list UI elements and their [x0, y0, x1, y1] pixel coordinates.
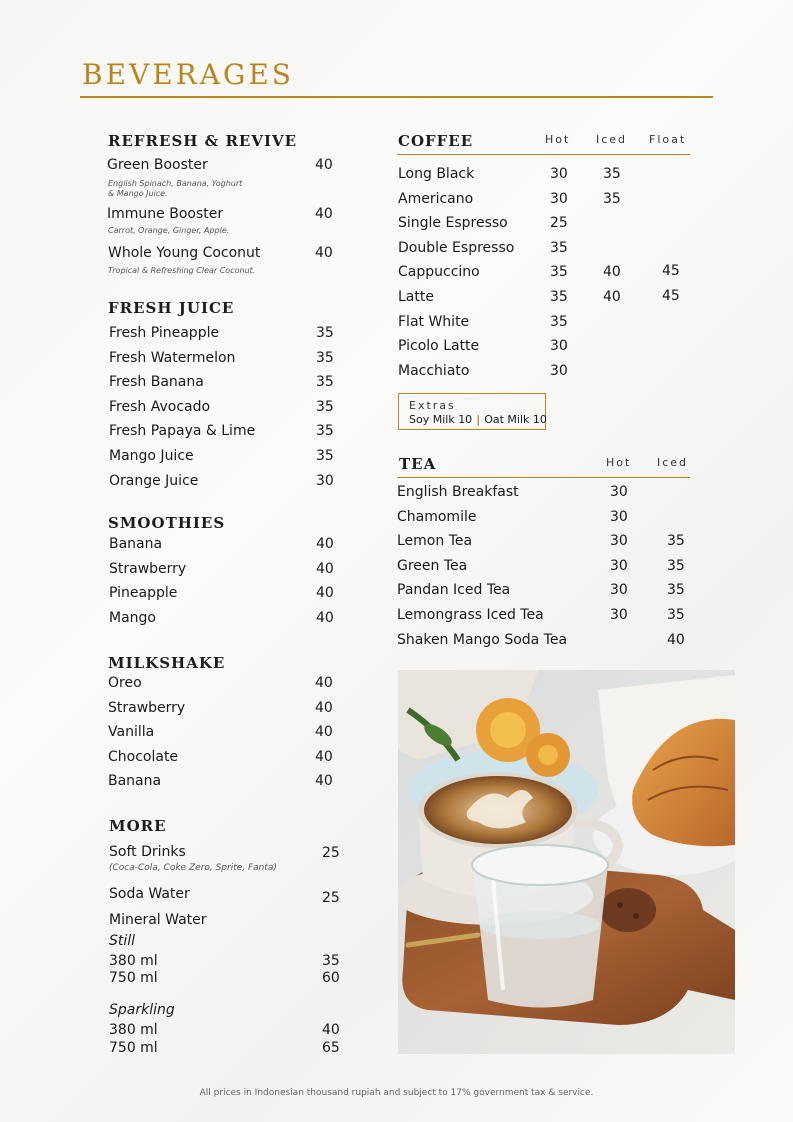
price-iced: 35 [603, 166, 621, 182]
menu-item-description: (Coca-Cola, Coke Zero, Sprite, Fanta) [109, 863, 277, 873]
price-iced: 35 [667, 582, 685, 599]
menu-item-name: Americano [398, 190, 474, 207]
menu-item-price: 40 [315, 724, 333, 741]
page-title: BEVERAGES [82, 58, 294, 91]
price-hot: 30 [550, 166, 568, 182]
menu-item-price: 35 [316, 423, 334, 440]
menu-item-name: Banana [108, 773, 162, 790]
menu-item-price: 25 [322, 845, 340, 861]
menu-item-name: Lemon Tea [397, 533, 473, 550]
menu-item-name: Fresh Papaya & Lime [109, 423, 256, 440]
menu-item-description: & Mango Juice. [108, 189, 168, 198]
price-disclaimer: All prices in Indonesian thousand rupiah and subject to 17% government tax & service. [199, 1088, 594, 1098]
column-header-iced: Iced [657, 456, 689, 469]
menu-item-name: Fresh Banana [109, 374, 204, 391]
section-heading-tea: TEA [399, 455, 437, 473]
price-hot: 30 [550, 362, 568, 379]
section-heading-more: MORE [109, 817, 167, 835]
menu-item-name: Immune Booster [107, 206, 224, 222]
menu-item-size: 380 ml [109, 953, 158, 969]
menu-item-price: 40 [315, 157, 333, 173]
price-iced: 40 [603, 264, 621, 281]
menu-item-name: Picolo Latte [398, 338, 480, 355]
menu-item-name: Strawberry [109, 560, 187, 577]
menu-item-name: Shaken Mango Soda Tea [397, 631, 568, 648]
menu-item-price: 40 [316, 609, 334, 626]
extras-options: Soy Milk 10 | Oat Milk 10 [409, 413, 547, 426]
menu-item-name: Fresh Pineapple [109, 325, 220, 341]
column-header-float: Float [649, 133, 687, 146]
menu-item-name: Vanilla [108, 724, 155, 741]
menu-item-name: Pandan Iced Tea [397, 582, 511, 599]
section-heading-coffee: COFFEE [398, 132, 474, 150]
menu-item-price: 35 [316, 398, 334, 415]
price-hot: 30 [610, 607, 628, 623]
price-hot: 30 [610, 557, 628, 574]
column-header-iced: Iced [596, 133, 628, 146]
menu-item-name: Cappuccino [398, 264, 480, 281]
menu-item-name: Double Espresso [398, 239, 515, 256]
menu-item-name: Soda Water [109, 886, 190, 902]
menu-item-name: Banana [109, 536, 163, 552]
menu-item-name: Green Booster [107, 157, 208, 173]
menu-item-name: Orange Juice [109, 472, 199, 489]
menu-item-price: 40 [315, 245, 333, 261]
price-hot: 30 [610, 484, 628, 500]
menu-item-price: 40 [315, 206, 333, 222]
menu-item-name: Fresh Watermelon [109, 349, 236, 366]
extras-box [398, 393, 546, 430]
section-heading-milkshake: MILKSHAKE [108, 654, 226, 672]
menu-item-price: 40 [322, 1022, 340, 1038]
price-hot: 35 [550, 264, 568, 281]
menu-item-name: Macchiato [398, 362, 470, 379]
menu-item-price: 35 [322, 953, 340, 969]
coffee-divider [397, 154, 690, 155]
price-hot: 30 [550, 338, 568, 355]
price-float: 45 [662, 263, 680, 280]
column-header-hot: Hot [606, 456, 632, 469]
price-iced: 35 [603, 190, 621, 207]
section-heading-refresh: REFRESH & REVIVE [108, 132, 298, 150]
price-hot: 35 [550, 313, 568, 330]
menu-item-name: Pineapple [109, 585, 178, 602]
menu-item-price: 40 [315, 699, 333, 716]
menu-item-description: Carrot, Orange, Ginger, Apple. [108, 226, 230, 235]
menu-item-price: 35 [316, 325, 334, 341]
menu-item-name: Latte [398, 289, 434, 305]
menu-item-name: Lemongrass Iced Tea [397, 607, 544, 623]
menu-item-name: Green Tea [397, 557, 468, 574]
menu-item-description: English Spinach, Banana, Yoghurt [108, 179, 243, 188]
section-heading-fresh-juice: FRESH JUICE [108, 299, 235, 317]
menu-item-description: Tropical & Refreshing Clear Coconut. [108, 266, 256, 275]
menu-item-price: 65 [322, 1040, 340, 1056]
menu-item-price: 35 [316, 349, 334, 366]
menu-item-name: Mango [109, 609, 156, 626]
menu-item-name: Whole Young Coconut [108, 245, 261, 261]
menu-item-price: 35 [316, 374, 334, 391]
price-hot: 35 [550, 289, 568, 305]
price-iced: 35 [667, 557, 685, 574]
menu-item-name: Chocolate [108, 748, 179, 765]
extras-soy: Soy Milk 10 [409, 413, 473, 426]
menu-item-price: 25 [322, 890, 340, 906]
menu-item-price: 40 [316, 585, 334, 602]
menu-item-name: Single Espresso [398, 215, 508, 232]
menu-item-price: 40 [315, 748, 333, 765]
menu-item-price: 40 [316, 536, 334, 552]
price-hot: 30 [610, 582, 628, 599]
extras-title: Extras [409, 399, 456, 412]
menu-item-name: Strawberry [108, 699, 186, 716]
menu-item-name: Oreo [108, 675, 142, 691]
menu-item-price: 40 [315, 675, 333, 691]
menu-item-size: 750 ml [109, 1040, 158, 1056]
sub-heading-still: Still [109, 933, 136, 949]
menu-item-price: 30 [316, 472, 334, 489]
price-hot: 30 [550, 190, 568, 207]
menu-item-price: 40 [315, 773, 333, 790]
tea-divider [397, 477, 690, 478]
menu-item-name: Mineral Water [109, 912, 207, 928]
menu-item-price: 40 [316, 560, 334, 577]
price-float: 45 [662, 288, 680, 304]
price-hot: 30 [610, 533, 628, 550]
price-iced: 40 [603, 289, 621, 305]
menu-item-name: Fresh Avocado [109, 398, 211, 415]
price-hot: 25 [550, 215, 568, 232]
menu-item-price: 35 [316, 448, 334, 464]
menu-item-name: Chamomile [397, 508, 477, 525]
price-iced: 40 [667, 631, 685, 648]
title-divider [80, 96, 713, 98]
price-iced: 35 [667, 607, 685, 623]
column-header-hot: Hot [545, 133, 571, 146]
section-heading-smoothies: SMOOTHIES [108, 514, 226, 532]
price-hot: 30 [610, 508, 628, 525]
menu-item-price: 60 [322, 970, 340, 986]
price-iced: 35 [667, 533, 685, 550]
menu-item-name: English Breakfast [397, 484, 519, 500]
menu-item-size: 750 ml [109, 970, 158, 986]
price-hot: 35 [550, 239, 568, 256]
menu-item-name: Long Black [398, 166, 475, 182]
menu-item-name: Soft Drinks [109, 844, 186, 860]
menu-item-size: 380 ml [109, 1022, 158, 1038]
extras-oat: Oat Milk 10 [484, 413, 547, 426]
menu-item-name: Flat White [398, 313, 470, 330]
coffee-croissant-photo [398, 670, 735, 1054]
sub-heading-sparkling: Sparkling [109, 1002, 175, 1018]
menu-item-name: Mango Juice [109, 448, 194, 464]
